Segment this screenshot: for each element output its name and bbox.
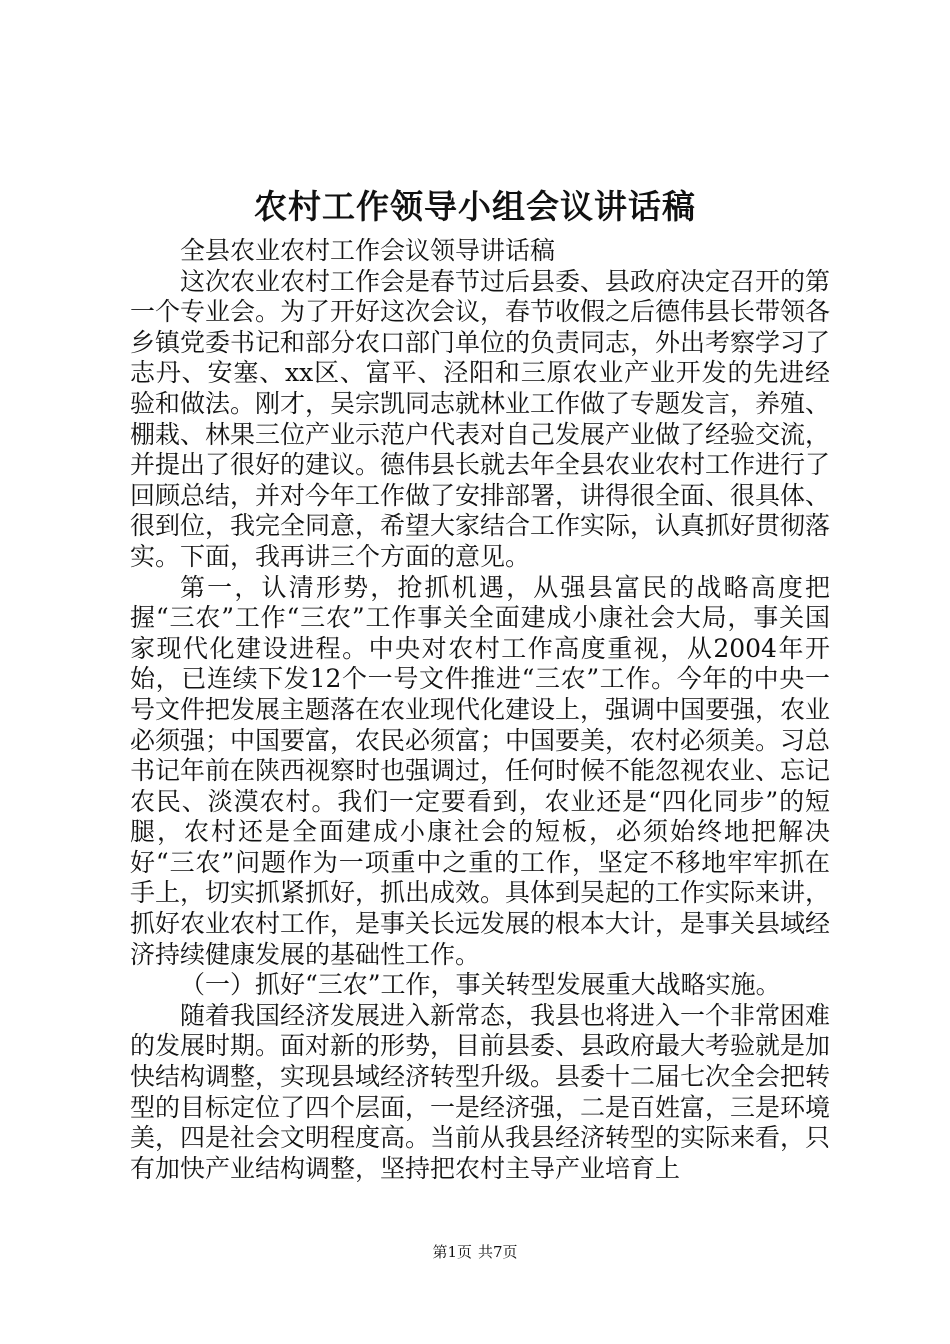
- page-number: 第1页: [432, 1243, 472, 1261]
- paragraph-transition: 随着我国经济发展进入新常态，我县也将进入一个非常困难的发展时期。面对新的形势，目前县委、县政府最大考验就是加快结构调整，实现县域经济转型升级。县委十二届七次全会把转型的目标定位了四个层面，一是经济强，二是百姓富，三是环境美，四是社会文明程度高。当前从我县经济转型的实际来看，只有加快产业结构调整，坚持把农村主导产业培育上: [130, 1000, 831, 1183]
- paragraph-intro: 这次农业农村工作会是春节过后县委、县政府决定召开的第一个专业会。为了开好这次会议，春节收假之后德伟县长带领各乡镇党委书记和部分农口部门单位的负责同志，外出考察学习了志丹、安塞、xx区、富平、泾阳和三原农业产业开发的先进经验和做法。刚才，吴宗凯同志就林业工作做了专题发言，养殖、棚栽、林果三位产业示范户代表对自己发展产业做了经验交流，并提出了很好的建议。德伟县长就去年全县农业农村工作进行了回顾总结，并对今年工作做了安排部署，讲得很全面、很具体、很到位，我完全同意，希望大家结合工作实际，认真抓好贯彻落实。下面，我再讲三个方面的意见。: [130, 266, 831, 571]
- paragraph-subheading-one: （一）抓好“三农”工作，事关转型发展重大战略实施。: [180, 970, 781, 1000]
- paragraph-subtitle: 全县农业农村工作会议领导讲话稿: [180, 236, 556, 265]
- document-title: 农村工作领导小组会议讲话稿: [254, 187, 696, 226]
- document-body: [130, 236, 830, 1184]
- page-total: 共7页: [478, 1243, 518, 1261]
- page-footer: [0, 1241, 950, 1263]
- paragraph-first-point: 第一，认清形势，抢抓机遇，从强县富民的战略高度把握“三农”工作“三农”工作事关全面建成小康社会大局，事关国家现代化建设进程。中央对农村工作高度重视，从2004年开始，已连续下发12个一号文件推进“三农”工作。今年的中央一号文件把发展主题落在农业现代化建设上，强调中国要强，农业必须强；中国要富，农民必须富；中国要美，农村必须美。习总书记年前在陕西视察时也强调过，任何时候不能忽视农业、忘记农民、淡漠农村。我们一定要看到，农业还是“四化同步”的短腿，农村还是全面建成小康社会的短板，必须始终地把解决好“三农”问题作为一项重中之重的工作，坚定不移地牢牢抓在手上，切实抓紧抓好，抓出成效。具体到吴起的工作实际来讲，抓好农业农村工作，是事关长远发展的根本大计，是事关县域经济持续健康发展的基础性工作。: [130, 572, 831, 969]
